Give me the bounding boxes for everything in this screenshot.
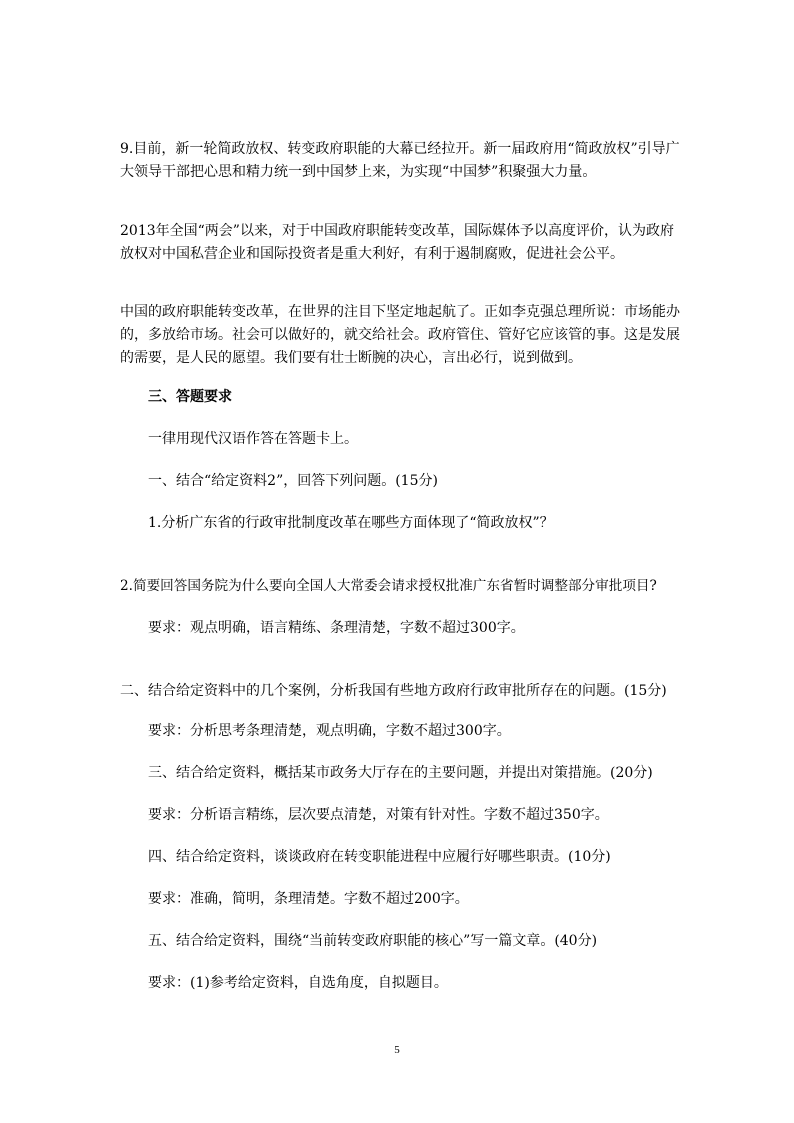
- question-1-sub-1: 1.分析广东省的行政审批制度改革在哪些方面体现了“简政放权”？: [148, 515, 554, 531]
- question-3-title: 三、结合给定资料，概括某市政务大厅存在的主要问题，并提出对策措施。(20分): [148, 765, 653, 781]
- question-2-requirement: 要求：分析思考条理清楚，观点明确，字数不超过300字。: [148, 723, 511, 739]
- question-1-sub-2: 2.简要回答国务院为什么要向全国人大常委会请求授权批准广东省暂时调整部分审批项目?: [120, 578, 657, 594]
- question-1-title: 一、结合“给定资料2”，回答下列问题。(15分): [148, 473, 438, 489]
- paragraph-3: 中国的政府职能转变改革，在世界的注目下坚定地起航了。正如李克强总理所说：市场能办的，多放给市场。社会可以做好的，就交给社会。政府管住、管好它应该管的事。这是发展的需要，是人民的愿望。我们要有壮士断腕的决心，言出必行，说到做到。: [120, 304, 680, 366]
- question-5-title: 五、结合给定资料，围绕“当前转变政府职能的核心”写一篇文章。(40分): [148, 933, 598, 949]
- question-2-title: 二、结合给定资料中的几个案例，分析我国有些地方政府行政审批所存在的问题。(15分): [120, 683, 667, 699]
- question-5-requirement: 要求：(1)参考给定资料，自选角度，自拟题目。: [148, 975, 448, 991]
- answer-instruction: 一律用现代汉语作答在答题卡上。: [148, 431, 358, 447]
- question-4-title: 四、结合给定资料，谈谈政府在转变职能进程中应履行好哪些职责。(10分): [148, 849, 611, 865]
- section-heading: 三、答题要求: [148, 389, 232, 405]
- paragraph-2: 2013年全国“两会”以来，对于中国政府职能转变改革，国际媒体予以高度评价，认为政府放权对中国私营企业和国际投资者是重大利好，有利于遏制腐败，促进社会公平。: [120, 223, 674, 262]
- page-number: 5: [394, 1044, 400, 1056]
- question-1-requirement: 要求：观点明确，语言精练、条理清楚，字数不超过300字。: [148, 620, 525, 636]
- question-3-requirement: 要求：分析语言精练，层次要点清楚，对策有针对性。字数不超过350字。: [148, 807, 609, 823]
- paragraph-1: 9.目前，新一轮简政放权、转变政府职能的大幕已经拉开。新一届政府用“简政放权”引导广大领导干部把心思和精力统一到中国梦上来，为实现“中国梦”积聚强大力量。: [120, 141, 680, 180]
- question-4-requirement: 要求：准确，简明，条理清楚。字数不超过200字。: [148, 891, 469, 907]
